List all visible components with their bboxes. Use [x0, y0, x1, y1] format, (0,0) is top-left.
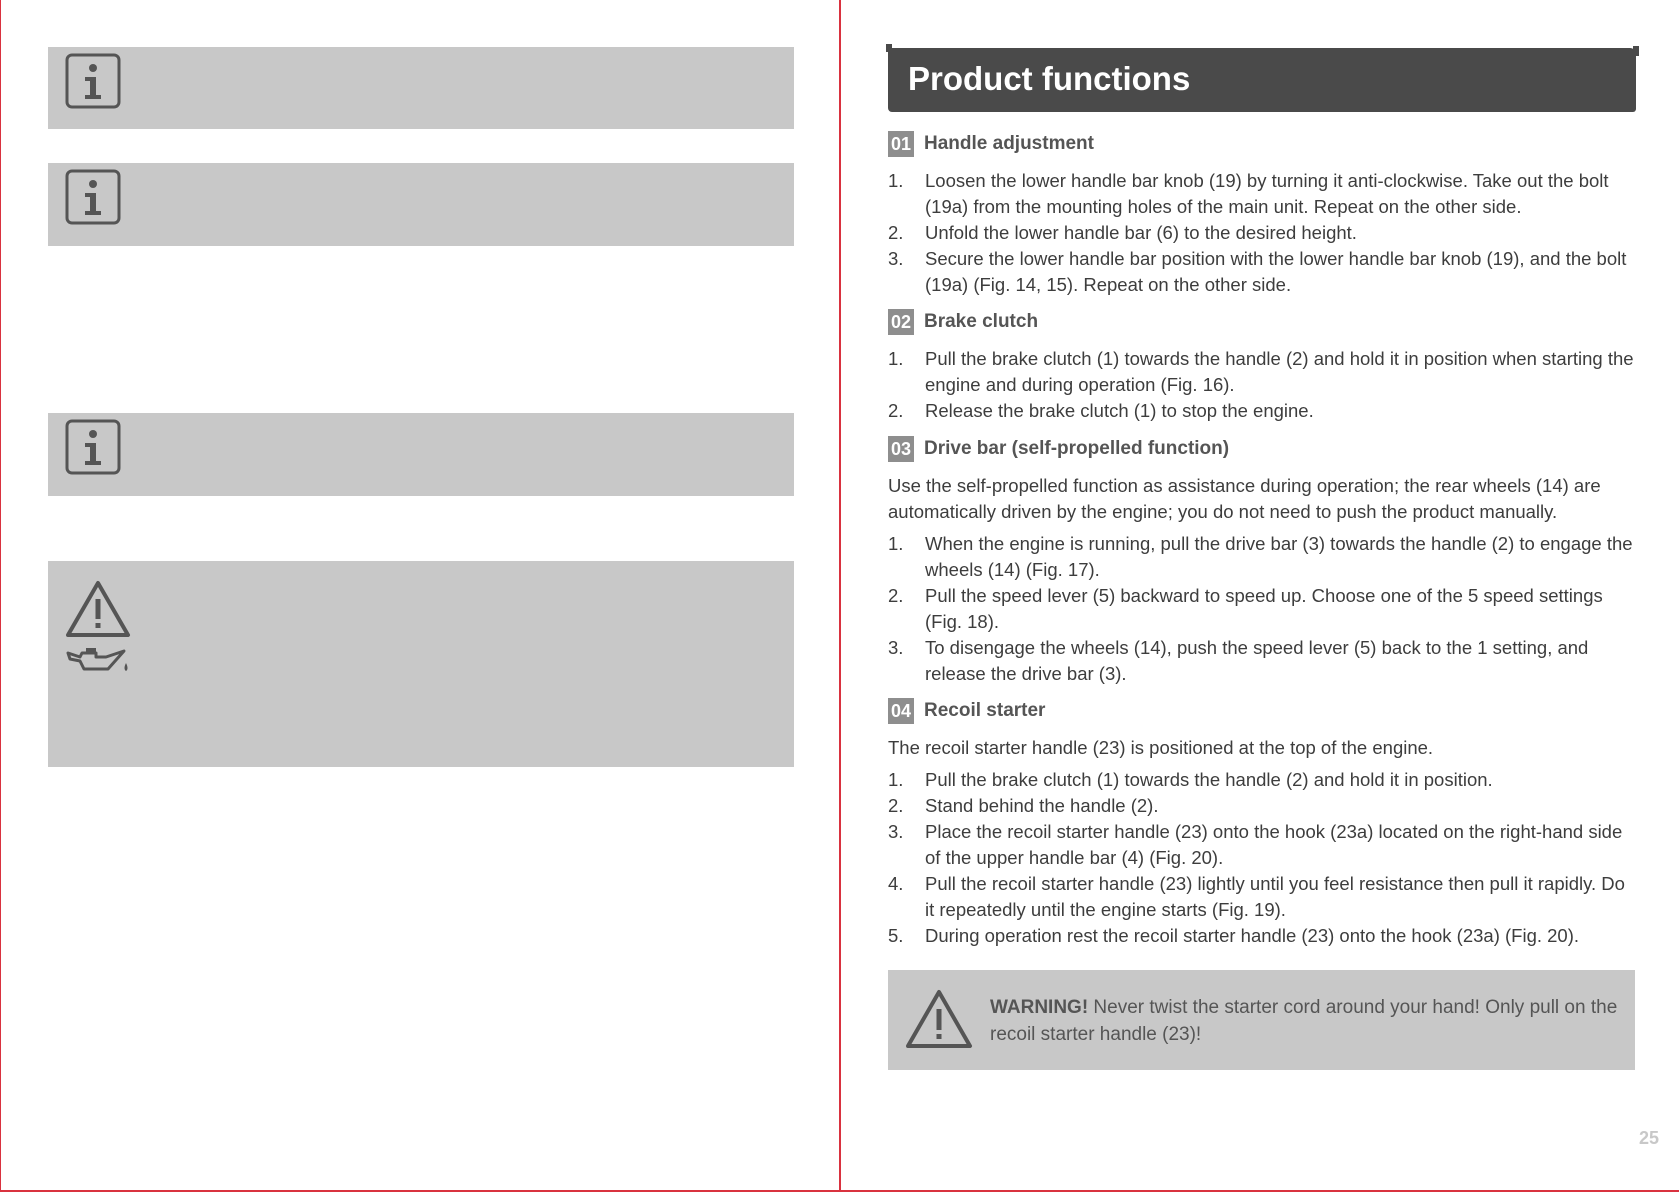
info-box-1 — [48, 47, 794, 129]
info-icon — [65, 53, 121, 109]
section-header-03 — [888, 436, 1229, 462]
section-header-01 — [888, 131, 1094, 157]
list-item: 3. Secure the lower handle bar position with the lower handle bar knob (19), and the bolt (19a) (Fig. 14, 15). Repeat on the other side. — [888, 248, 1627, 295]
list-item: 2. Unfold the lower handle bar (6) to the desired height. — [888, 222, 1357, 243]
section-title: Recoil starter — [924, 700, 1046, 721]
list-item: 3. To disengage the wheels (14), push the speed lever (5) back to the 1 setting, and release the drive bar (3). — [888, 637, 1589, 684]
section-title: Brake clutch — [924, 311, 1039, 332]
section-title: Drive bar (self-propelled function) — [924, 438, 1230, 459]
list-item: 5. During operation rest the recoil starter handle (23) onto the hook (23a) (Fig. 20). — [888, 925, 1580, 946]
steps-list-01 — [888, 168, 1638, 298]
info-icon — [65, 419, 121, 475]
section-intro: The recoil starter handle (23) is positioned at the top of the engine. — [888, 737, 1434, 758]
list-item: 1. Loosen the lower handle bar knob (19) by turning it anti-clockwise. Take out the bolt (19a) from the mounting holes of the main unit. Repeat on the other side. — [888, 170, 1609, 217]
warning-box-left — [48, 561, 794, 767]
page-title: Product functions — [908, 60, 1191, 97]
section-number: 01 — [888, 131, 914, 157]
page-title-bar — [888, 48, 1636, 112]
list-item: 1. Pull the brake clutch (1) towards the handle (2) and hold it in position when starting the engine and during operation (Fig. 16). — [888, 348, 1634, 395]
warning-message: Never twist the starter cord around your hand! Only pull on the recoil starter handle (23)! — [990, 997, 1618, 1045]
info-box-3 — [48, 413, 794, 496]
section-intro: Use the self-propelled function as assistance during operation; the rear wheels (14) are automatically driven by the engine; you do not need to push the product manually. — [888, 475, 1601, 522]
section-number: 03 — [888, 436, 914, 462]
left-page — [0, 0, 839, 1192]
warning-triangle-icon — [64, 579, 132, 639]
steps-list-02 — [888, 346, 1638, 424]
list-item: 2. Release the brake clutch (1) to stop the engine. — [888, 400, 1314, 421]
warning-triangle-icon — [904, 988, 974, 1050]
section-title: Handle adjustment — [924, 133, 1094, 154]
steps-list-03 — [888, 531, 1638, 687]
section-number: 04 — [888, 698, 914, 724]
oil-can-icon — [66, 647, 132, 681]
list-item: 4. Pull the recoil starter handle (23) lightly until you feel resistance then pull it rapidly. Do it repeatedly until the engine starts (Fig. 19). — [888, 873, 1625, 920]
list-item: 3. Place the recoil starter handle (23) onto the hook (23a) located on the right-hand side of the upper handle bar (4) (Fig. 20). — [888, 821, 1623, 868]
warning-label: WARNING! — [990, 997, 1089, 1018]
list-item: 1. Pull the brake clutch (1) towards the handle (2) and hold it in position. — [888, 769, 1493, 790]
info-box-2 — [48, 163, 794, 246]
steps-list-04 — [888, 767, 1638, 949]
info-icon — [65, 169, 121, 225]
section-header-04 — [888, 698, 1045, 724]
warning-box — [888, 970, 1635, 1070]
right-page — [839, 0, 1679, 1192]
page-number: 25 — [1638, 1128, 1659, 1148]
list-item: 1. When the engine is running, pull the drive bar (3) towards the handle (2) to engage the wheels (14) (Fig. 17). — [888, 533, 1633, 580]
list-item: 2. Pull the speed lever (5) backward to speed up. Choose one of the 5 speed settings (Fig. 18). — [888, 585, 1603, 632]
section-header-02 — [888, 309, 1038, 335]
list-item: 2. Stand behind the handle (2). — [888, 795, 1159, 816]
warning-text — [990, 994, 1630, 1048]
section-number: 02 — [888, 309, 914, 335]
